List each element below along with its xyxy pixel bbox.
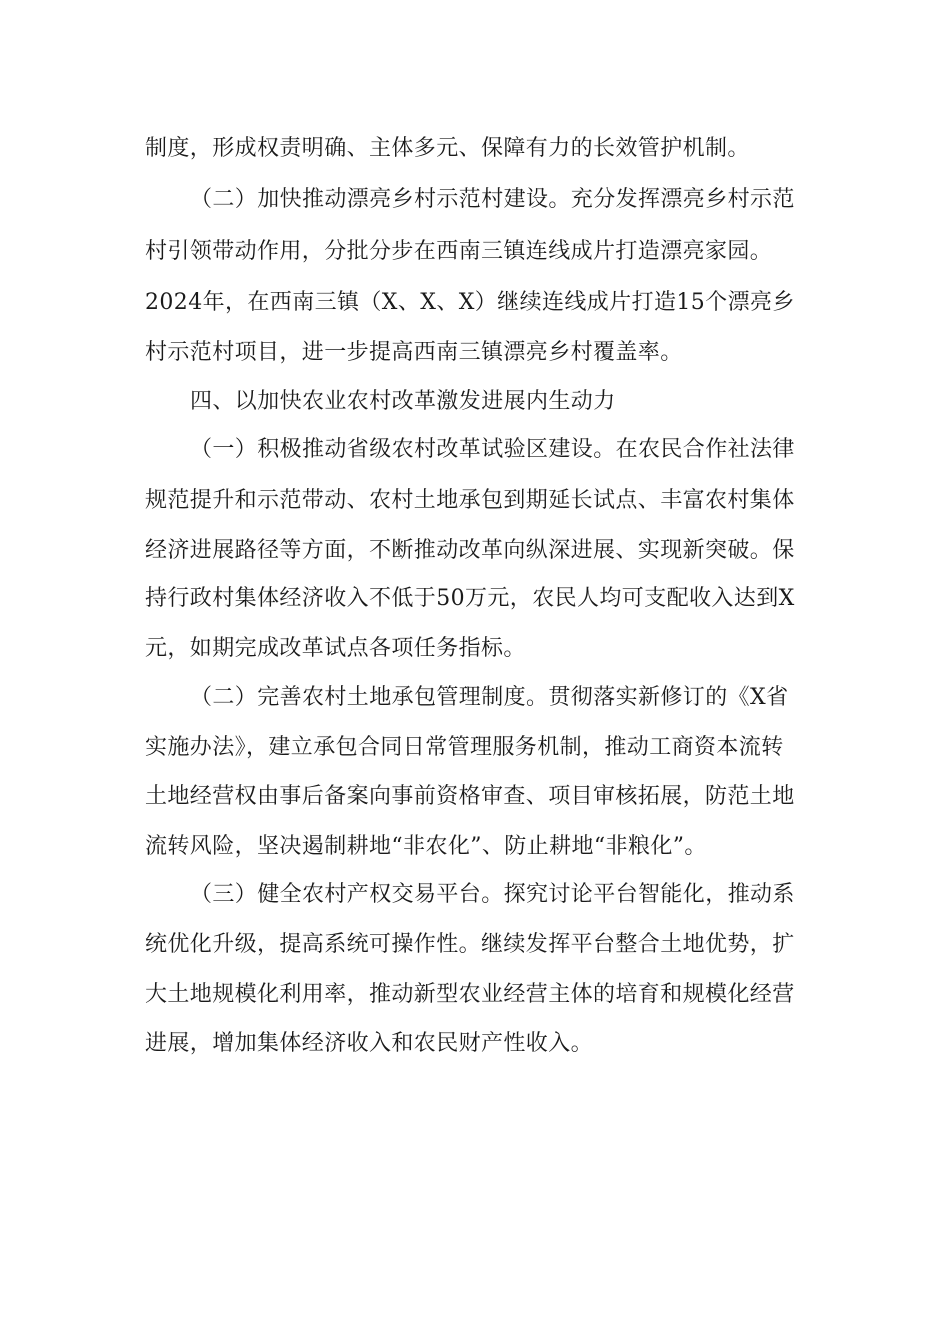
text-line: （二）完善农村土地承包管理制度。贯彻落实新修订的《X省 bbox=[190, 685, 789, 710]
text-line: 村引领带动作用，分批分步在西南三镇连线成片打造漂亮家园。 bbox=[145, 239, 773, 264]
text-line: 2024年，在西南三镇（X、X、X）继续连线成片打造15个漂亮乡 bbox=[145, 290, 795, 315]
text-line: 统优化升级，提高系统可操作性。继续发挥平台整合土地优势，扩 bbox=[145, 932, 795, 957]
text-line: （三）健全农村产权交易平台。探究讨论平台智能化，推动系 bbox=[190, 882, 795, 907]
text-line: 规范提升和示范带动、农村土地承包到期延长试点、丰富农村集体 bbox=[145, 488, 795, 513]
text-line: （二）加快推动漂亮乡村示范村建设。充分发挥漂亮乡村示范 bbox=[190, 187, 795, 212]
section-heading: 四、以加快农业农村改革激发进展内生动力 bbox=[190, 389, 616, 414]
text-line: 土地经营权由事后备案向事前资格审查、项目审核拓展，防范土地 bbox=[145, 784, 795, 809]
text-line: 元，如期完成改革试点各项任务指标。 bbox=[145, 636, 526, 661]
text-line: 村示范村项目，进一步提高西南三镇漂亮乡村覆盖率。 bbox=[145, 340, 683, 365]
text-line: 进展，增加集体经济收入和农民财产性收入。 bbox=[145, 1031, 594, 1056]
text-line: 流转风险，坚决遏制耕地“非农化”、防止耕地“非粮化”。 bbox=[145, 834, 707, 859]
text-line: 经济进展路径等方面，不断推动改革向纵深进展、实现新突破。保 bbox=[145, 538, 795, 563]
text-line: （一）积极推动省级农村改革试验区建设。在农民合作社法律 bbox=[190, 437, 795, 462]
text-line: 实施办法》，建立承包合同日常管理服务机制，推动工商资本流转 bbox=[145, 735, 784, 760]
text-line: 大土地规模化利用率，推动新型农业经营主体的培育和规模化经营 bbox=[145, 982, 795, 1007]
text-line: 制度，形成权责明确、主体多元、保障有力的长效管护机制。 bbox=[145, 136, 750, 161]
text-line: 持行政村集体经济收入不低于50万元，农民人均可支配收入达到X bbox=[145, 586, 795, 611]
